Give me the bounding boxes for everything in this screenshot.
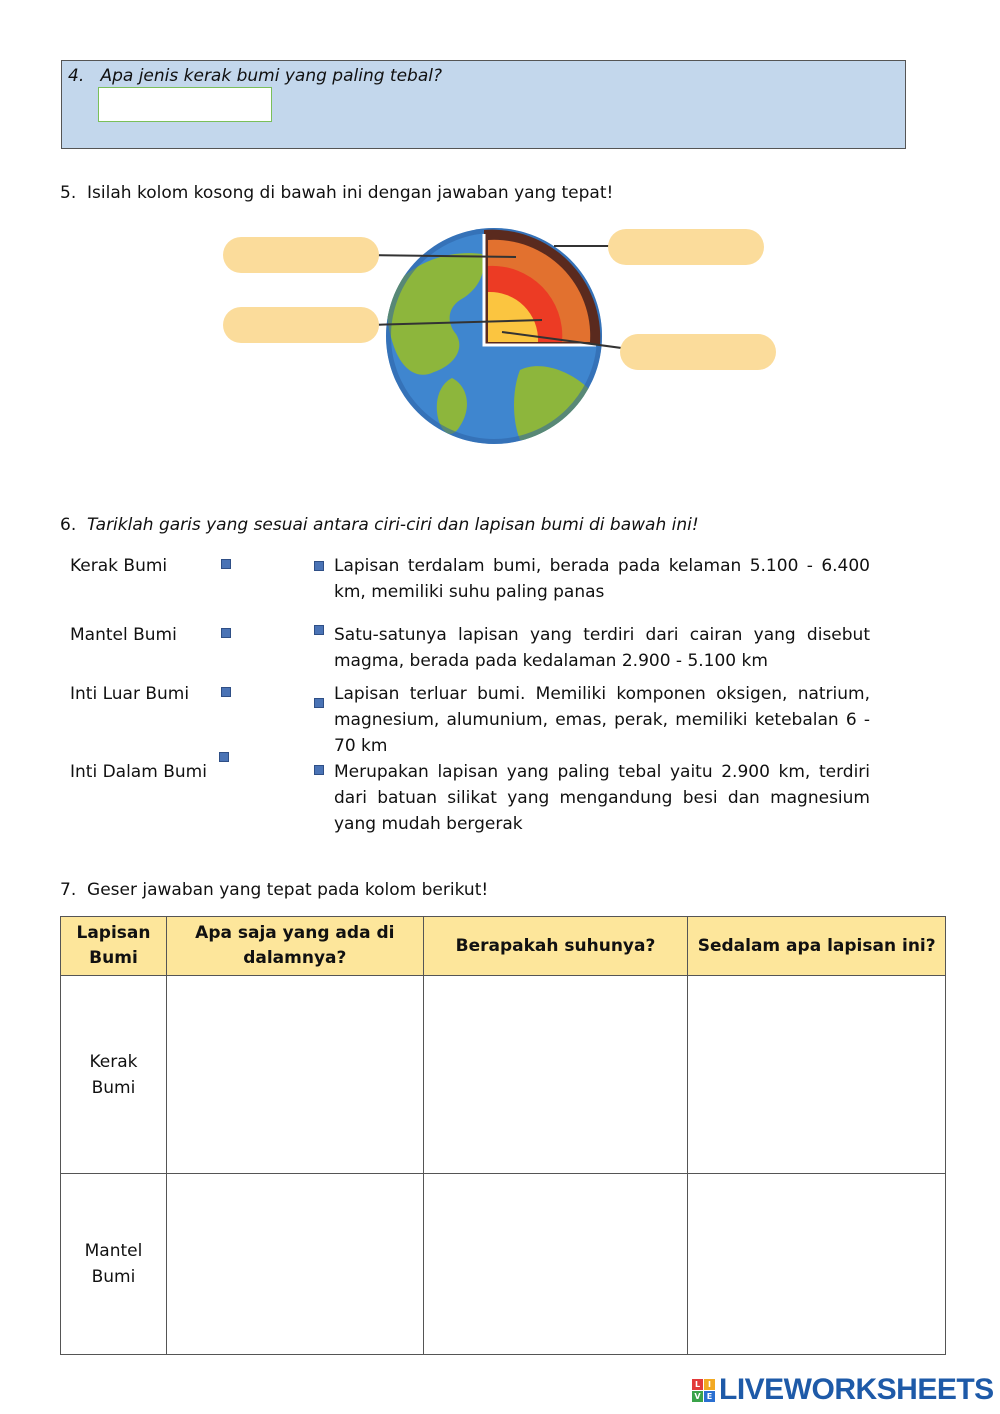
logo-icon [692, 1379, 715, 1402]
table-header-row [61, 917, 946, 976]
question-4-number: 4. [68, 66, 85, 86]
drop-zone[interactable] [688, 976, 946, 1174]
match-right-item: Merupakan lapisan yang paling tebal yaitu 2.900 km, terdiri dari batuan silikat yang mengandung besi dan magnesium yang mudah bergerak [334, 762, 870, 834]
match-left-dot-3[interactable] [221, 687, 231, 697]
logo-letter: L [692, 1379, 703, 1390]
question-5-title: 5. Isilah kolom kosong di bawah ini dengan jawaban yang tepat! [60, 183, 614, 203]
match-left-item: Inti Luar Bumi [70, 684, 190, 704]
row-label: Mantel Bumi [61, 1174, 167, 1355]
match-left-dot-1[interactable] [221, 559, 231, 569]
logo-text: LIVEWORKSHEETS [719, 1373, 994, 1406]
match-left-dot-4[interactable] [219, 752, 229, 762]
question-4-label: Apa jenis kerak bumi yang paling tebal? [100, 66, 442, 86]
row-label: Kerak Bumi [61, 976, 167, 1174]
match-left-item: Kerak Bumi [70, 556, 168, 576]
diagram-label-input-3[interactable] [223, 307, 379, 343]
table-header: Sedalam apa lapisan ini? [688, 917, 946, 976]
diagram-label-input-4[interactable] [620, 334, 776, 370]
logo-letter: E [704, 1391, 715, 1402]
question-6-title: 6. Tariklah garis yang sesuai antara ciri-ciri dan lapisan bumi di bawah ini! [60, 515, 699, 535]
match-right-dot-2[interactable] [314, 625, 324, 635]
logo-letter: I [704, 1379, 715, 1390]
diagram-label-input-1[interactable] [223, 237, 379, 273]
table-header: Berapakah suhunya? [423, 917, 688, 976]
match-left-dot-2[interactable] [221, 628, 231, 638]
match-right-item: Lapisan terdalam bumi, berada pada kelaman 5.100 - 6.400 km, memiliki suhu paling panas [334, 556, 870, 602]
drop-zone[interactable] [423, 976, 688, 1174]
match-right-item: Lapisan terluar bumi. Memiliki komponen oksigen, natrium, magnesium, alumunium, emas, perak, memiliki ketebalan 6 - 70 km [334, 684, 870, 756]
table-header: Apa saja yang ada di dalamnya? [166, 917, 423, 976]
drop-zone[interactable] [166, 1174, 423, 1355]
match-right-dot-4[interactable] [314, 765, 324, 775]
drop-zone[interactable] [423, 1174, 688, 1355]
table-header: Lapisan Bumi [61, 917, 167, 976]
match-right-dot-3[interactable] [314, 698, 324, 708]
match-left-item: Inti Dalam Bumi [70, 762, 207, 782]
question-4-answer-input[interactable] [98, 87, 272, 122]
table-row [61, 976, 946, 1174]
drop-zone[interactable] [688, 1174, 946, 1355]
drop-zone[interactable] [166, 976, 423, 1174]
liveworksheets-logo[interactable] [692, 1375, 994, 1405]
question-7-title: 7. Geser jawaban yang tepat pada kolom berikut! [60, 880, 489, 900]
question-4-text [68, 66, 442, 86]
table-row [61, 1174, 946, 1355]
match-right-item: Satu-satunya lapisan yang terdiri dari cairan yang disebut magma, berada pada kedalaman 2.900 - 5.100 km [334, 625, 870, 671]
layers-table [60, 916, 946, 1355]
diagram-label-input-2[interactable] [608, 229, 764, 265]
match-right-dot-1[interactable] [314, 561, 324, 571]
match-left-item: Mantel Bumi [70, 625, 177, 645]
logo-letter: V [692, 1391, 703, 1402]
